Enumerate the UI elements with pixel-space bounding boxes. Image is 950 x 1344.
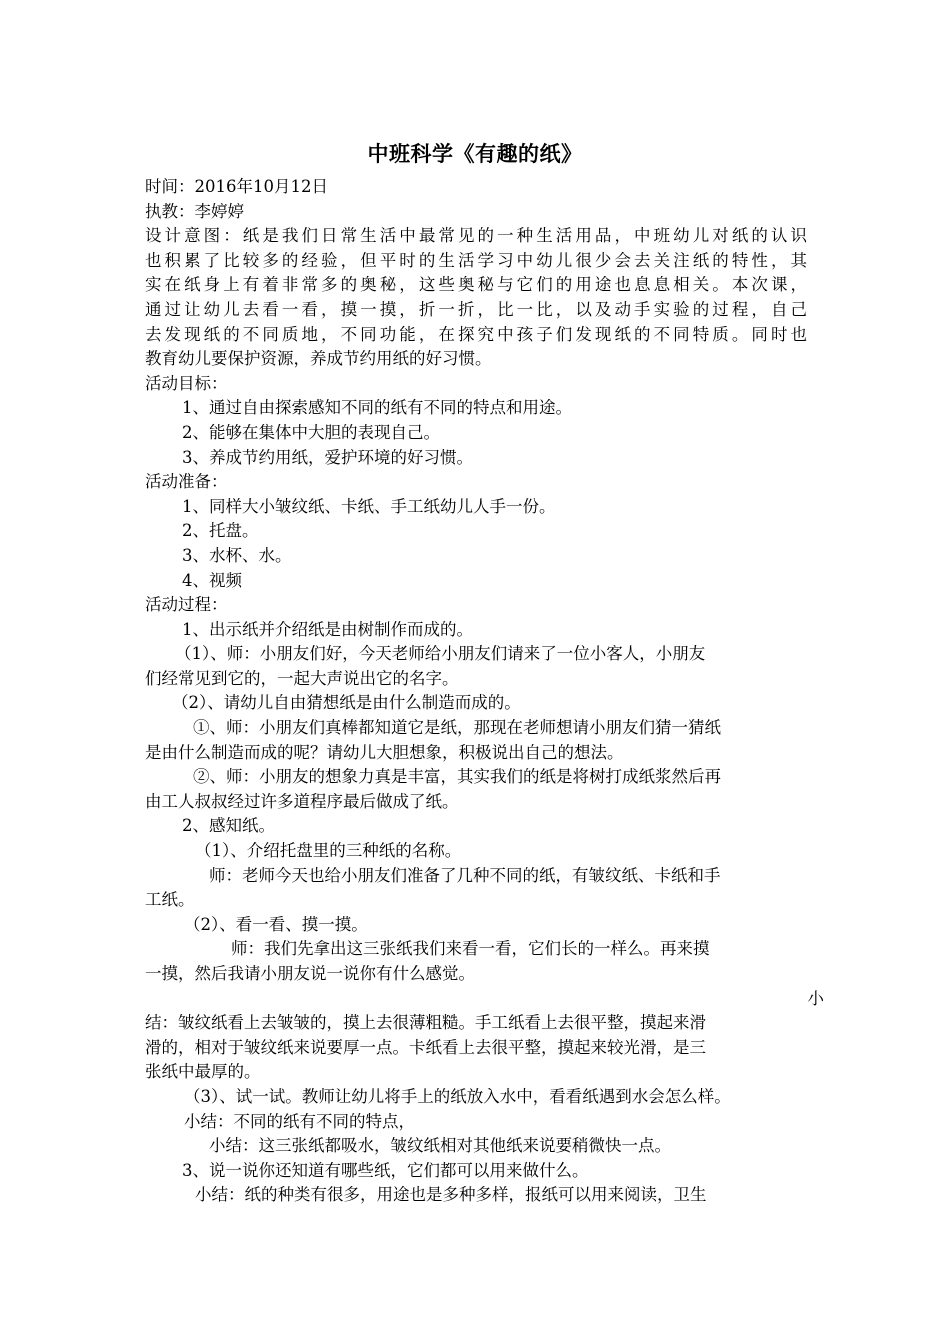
process-step: 3、说一说你还知道有哪些纸，它们都可以用来做什么。 (182, 1160, 589, 1180)
process-substep: （1）、师：小朋友们好，今天老师给小朋友们请来了一位小客人，小朋友 (175, 644, 706, 664)
design-intent-line: 设计意图：纸是我们日常生活中最常见的一种生活用品，中班幼儿对纸的认识 (145, 226, 807, 246)
teacher-speech: 师：我们先拿出这三张纸我们来看一看，它们长的一样么。再来摸 (231, 939, 710, 959)
process-heading: 活动过程： (145, 595, 228, 615)
process-substep-cont: 们经常见到它的，一起大声说出它的名字。 (145, 668, 459, 688)
design-intent-line: 实在纸身上有着非常多的奥秘，这些奥秘与它们的用途也息息相关。本次课， (145, 275, 807, 295)
teacher-speech-cont: 一摸，然后我请小朋友说一说你有什么感觉。 (145, 964, 475, 983)
design-intent-line: 也积累了比较多的经验，但平时的生活学习中幼儿很少会去关注纸的特性，其 (145, 250, 807, 270)
design-intent-line: 教育幼儿要保护资源，养成节约用纸的好习惯。 (145, 349, 492, 369)
summary-line: 小结：这三张纸都吸水，皱纹纸相对其他纸来说要稍微快一点。 (209, 1136, 671, 1156)
preparation-heading: 活动准备： (145, 472, 228, 492)
teacher-speech-cont: 工纸。 (145, 890, 195, 910)
process-substep: （2）、看一看、摸一摸。 (184, 914, 368, 934)
process-substep: （1）、介绍托盘里的三种纸的名称。 (195, 841, 462, 861)
goal-item: 1、通过自由探索感知不同的纸有不同的特点和用途。 (182, 398, 572, 418)
design-intent-line: 去发现纸的不同质地，不同功能，在探究中孩子们发现纸的不同特质。同时也 (145, 324, 807, 344)
goal-item: 2、能够在集体中大胆的表现自己。 (182, 422, 440, 442)
process-substep: （2）、请幼儿自由猜想纸是由什么制造而成的。 (172, 693, 521, 713)
teacher-line: 执教：李婷婷 (145, 201, 244, 221)
summary-line: 张纸中最厚的。 (145, 1062, 261, 1082)
summary-line: 小结：纸的种类有很多，用途也是多种多样，报纸可以用来阅读，卫生 (195, 1185, 707, 1205)
goals-heading: 活动目标： (145, 373, 228, 393)
goal-item: 3、养成节约用纸，爱护环境的好习惯。 (182, 447, 473, 467)
process-step: 2、感知纸。 (182, 816, 275, 836)
process-detail-cont: 由工人叔叔经过许多道程序最后做成了纸。 (145, 791, 459, 811)
process-detail: ②、师：小朋友的想象力真是丰富，其实我们的纸是将树打成纸浆然后再 (193, 767, 721, 787)
document-body (145, 175, 824, 1208)
summary-line: 滑的，相对于皱纹纸来说要厚一点。卡纸看上去很平整，摸起来较光滑，是三 (145, 1037, 706, 1057)
process-substep: （3）、试一试。教师让幼儿将手上的纸放入水中，看看纸遇到水会怎么样。 (184, 1086, 731, 1106)
process-step: 1、出示纸并介绍纸是由树制作而成的。 (182, 619, 473, 639)
process-detail-cont: 是由什么制造而成的呢？请幼儿大胆想象，积极说出自己的想法。 (145, 742, 624, 762)
summary-char: 小 (807, 988, 824, 1008)
preparation-item: 4、视频 (182, 570, 242, 590)
process-detail: ①、师：小朋友们真棒都知道它是纸，那现在老师想请小朋友们猜一猜纸 (193, 718, 721, 738)
preparation-item: 2、托盘。 (182, 521, 259, 541)
design-intent-line: 通过让幼儿去看一看，摸一摸，折一折，比一比，以及动手实验的过程，自己 (145, 299, 807, 319)
teacher-speech: 师：老师今天也给小朋友们准备了几种不同的纸，有皱纹纸、卡纸和手 (209, 865, 721, 885)
document-title: 中班科学《有趣的纸》 (367, 142, 583, 166)
time-line: 时间：2016年10月12日 (145, 177, 328, 196)
summary-line: 结：皱纹纸看上去皱皱的，摸上去很薄粗糙。手工纸看上去很平整，摸起来滑 (145, 1013, 706, 1033)
preparation-item: 3、水杯、水。 (182, 545, 292, 565)
summary-line: 小结：不同的纸有不同的特点， (184, 1111, 415, 1131)
preparation-item: 1、同样大小皱纹纸、卡纸、手工纸幼儿人手一份。 (182, 496, 556, 516)
